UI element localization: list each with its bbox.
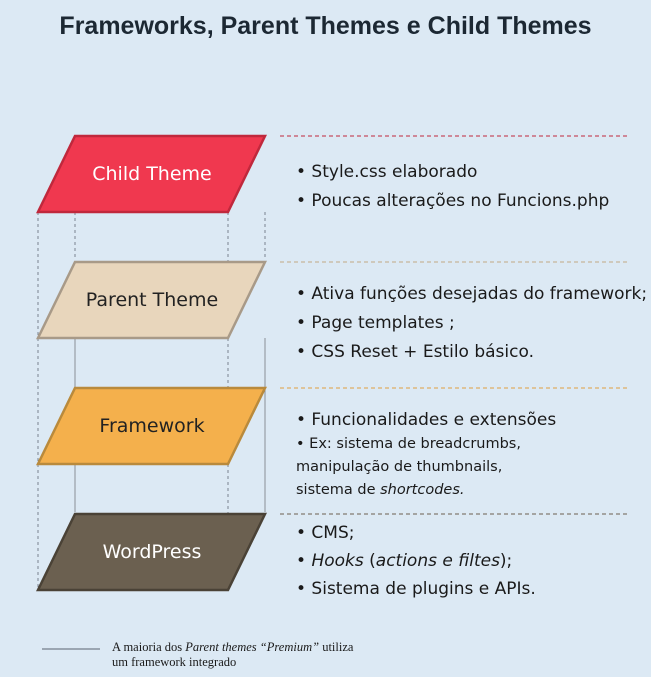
footnote-suffix: utiliza: [319, 640, 354, 654]
hooks-actions: actions e filtes: [375, 551, 500, 571]
framework-desc-sub3-prefix: sistema de: [296, 482, 381, 498]
framework-desc-sub2: manipulação de thumbnails,: [296, 459, 503, 475]
hooks-bullet: •: [296, 551, 312, 571]
diagram-title: Frameworks, Parent Themes e Child Themes: [59, 12, 592, 40]
framework-desc-main: • Funcionalidades e extensões: [296, 410, 557, 430]
footnote-line-1: [112, 640, 353, 655]
parent-theme-label: Parent Theme: [85, 289, 219, 311]
footnote: [112, 640, 353, 670]
child-theme-label: Child Theme: [92, 163, 212, 185]
hooks-word: Hooks: [311, 551, 364, 571]
footnote-italic-1: Parent themes: [185, 640, 257, 654]
parent-desc-3: • CSS Reset + Estilo básico.: [296, 342, 534, 362]
wordpress-desc-cms: • CMS;: [296, 523, 355, 543]
parent-desc-2: • Page templates ;: [296, 313, 455, 333]
hooks-paren-open: (: [363, 551, 376, 571]
footnote-prefix: A maioria dos: [112, 640, 186, 654]
hooks-paren-close: );: [499, 551, 513, 571]
footnote-italic-2: “Premium”: [259, 640, 320, 654]
child-desc-2: • Poucas alterações no Funcions.php: [296, 191, 610, 211]
child-desc-1: • Style.css elaborado: [296, 162, 478, 182]
framework-desc-sub1: • Ex: sistema de breadcrumbs,: [296, 436, 521, 452]
wordpress-label: WordPress: [102, 541, 202, 563]
framework-desc-sub3: [296, 481, 465, 499]
parent-desc-1: • Ativa funções desejadas do framework;: [296, 284, 648, 304]
framework-label: Framework: [99, 415, 205, 437]
footnote-line-2: um framework integrado: [112, 655, 237, 669]
wordpress-desc-hooks: [296, 551, 512, 571]
wordpress-desc-plugins: • Sistema de plugins e APIs.: [296, 579, 536, 599]
framework-desc-sub3-italic: shortcodes.: [380, 482, 465, 498]
